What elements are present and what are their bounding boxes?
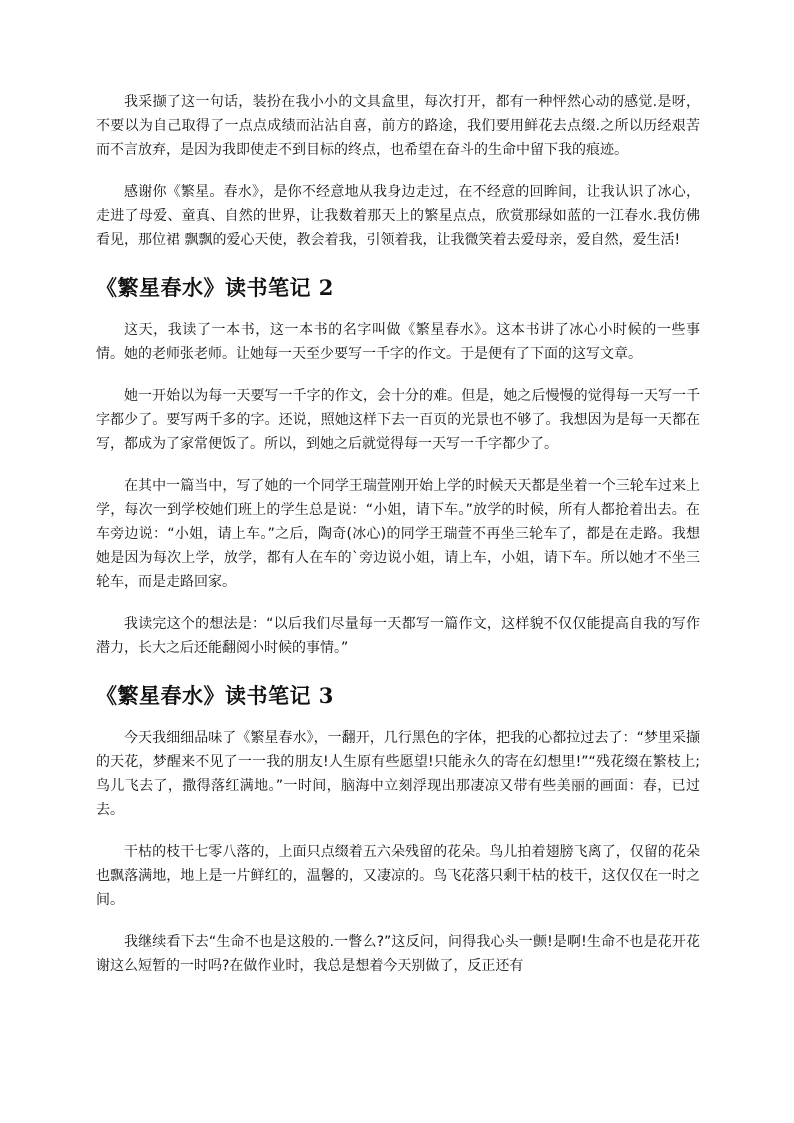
paragraph: 这天，我读了一本书，这一本书的名字叫做《繁星春水》。这本书讲了冰心小时候的一些事情。她的老师张老师。让她每一天至少要写一千字的作文。于是便有了下面的这写文章。 bbox=[96, 322, 700, 362]
paragraph: 今天我细细品味了《繁星春水》，一翻开，几行黑色的字体，把我的心都拉过去了：“梦里采撷的天花，梦醒来不见了一一我的朋友!人生原有些愿望!只能永久的寄在幻想里!”“残花缀在繁枝上;鸟儿飞去了，撒得落红满地。”一时间，脑海中立刻浮现出那凄凉又带有些美丽的画面：春，已过去。 bbox=[96, 730, 700, 818]
paragraph: 我继续看下去“生命不也是这般的.一瞥么?”这反问，问得我心头一颤!是啊!生命不也是花开花谢这么短暂的一时吗?在做作业时，我总是想着今天别做了，反正还有 bbox=[96, 934, 700, 974]
section-heading: 《繁星春水》读书笔记 3 bbox=[96, 683, 334, 708]
paragraph: 她一开始以为每一天要写一千字的作文，会十分的难。但是，她之后慢慢的觉得每一天写一千字都少了。要写两千多的字。还说，照她这样下去一百页的光景也不够了。我想因为是每一天都在写，都成为了家常便饭了。所以，到她之后就觉得每一天写一千字都少了。 bbox=[96, 388, 700, 452]
section-heading: 《繁星春水》读书笔记 2 bbox=[96, 275, 334, 300]
paragraph: 我读完这个的想法是：“以后我们尽量每一天都写一篇作文，这样貌不仅仅能提高自我的写作潜力，长大之后还能翻阅小时候的事情。” bbox=[96, 616, 700, 656]
paragraph: 干枯的枝干七零八落的，上面只点缀着五六朵残留的花朵。鸟儿拍着翅膀飞离了，仅留的花朵也飘落满地，地上是一片鲜红的，温馨的，又凄凉的。鸟飞花落只剩干枯的枝干，这仅仅在一时之间。 bbox=[96, 844, 700, 908]
paragraph: 感谢你《繁星。春水》，是你不经意地从我身边走过，在不经意的回眸间，让我认识了冰心，走进了母爱、童真、自然的世界，让我数着那天上的繁星点点，欣赏那绿如蓝的一江春水.我仿佛看见，那位裙 飘飘的爱心天使，教会着我，引领着我，让我微笑着去爱母亲，爱自然，爱生活! bbox=[96, 184, 700, 248]
paragraph: 我采撷了这一句话，装扮在我小小的文具盒里，每次打开，都有一种怦然心动的感觉.是呀，不要以为自己取得了一点点成绩而沾沾自喜，前方的路途，我们要用鲜花去点缀.之所以历经艰苦而不言放弃，是因为我即使走不到目标的终点，也希望在奋斗的生命中留下我的痕迹。 bbox=[96, 94, 700, 158]
essay-section-3 bbox=[96, 678, 700, 978]
essay-section-2 bbox=[96, 270, 700, 660]
essay-section-1 bbox=[96, 90, 700, 252]
document-page bbox=[96, 90, 700, 996]
paragraph: 在其中一篇当中，写了她的一个同学王瑞萱刚开始上学的时候天天都是坐着一个三轮车过来上学，每次一到学校她们班上的学生总是说：“小姐，请下车。”放学的时候，所有人都抢着出去。在车旁边说：“小姐，请上车。”之后，陶奇(冰心)的同学王瑞萱不再坐三轮车了，都是在走路。我想她是因为每次上学，放学，都有人在车的`旁边说小姐，请上车，小姐，请下车。所以她才不坐三轮车，而是走路回家。 bbox=[96, 478, 700, 590]
